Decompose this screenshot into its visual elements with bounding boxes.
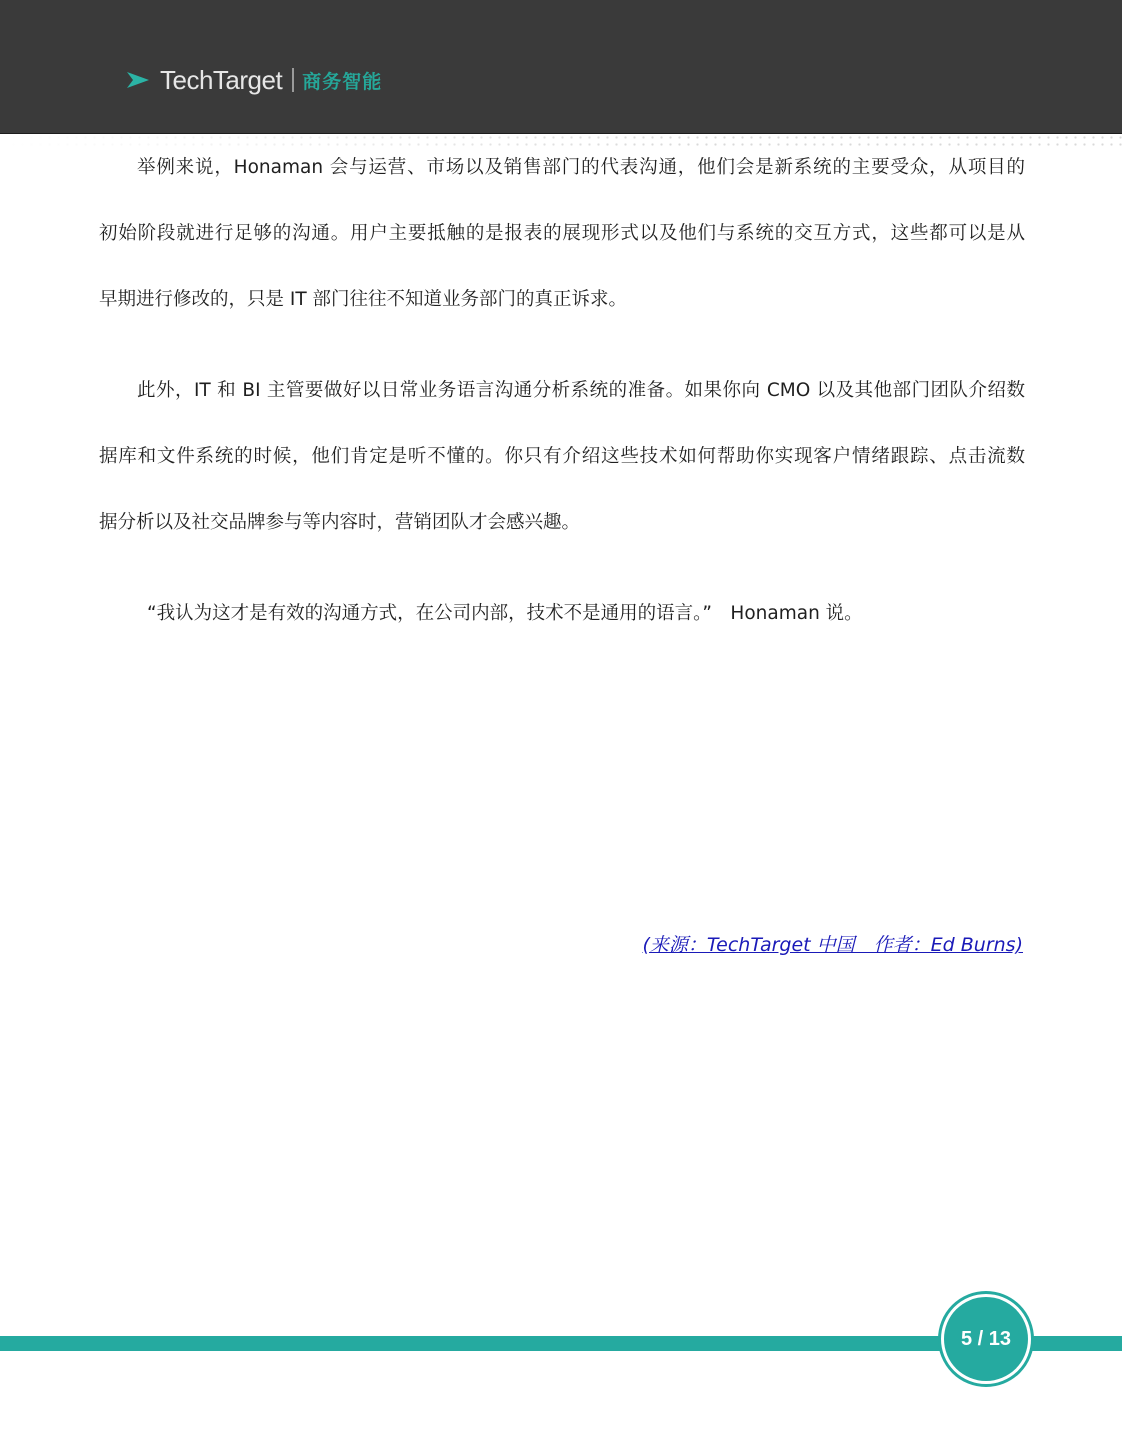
quote-line: “我认为这才是有效的沟通方式，在公司内部，技术不是通用的语言。” Honaman 说。: [147, 603, 863, 624]
paragraph-line: 据库和文件系统的时候，他们肯定是听不懂的。你只有介绍这些技术如何帮助你实现客户情绪跟踪、点击流数: [99, 446, 1025, 467]
logo-divider: [292, 68, 294, 92]
source-link[interactable]: (来源：TechTarget 中国 作者：Ed Burns): [642, 934, 1023, 956]
logo-text: TechTarget: [160, 64, 283, 95]
paragraph-1: [99, 135, 1025, 333]
page-number: 5 / 13: [960, 1327, 1012, 1350]
article-body: [99, 135, 1025, 647]
chevron-right-icon: [124, 69, 152, 91]
page-indicator: [944, 1297, 1028, 1381]
page-header: [0, 0, 1122, 134]
paragraph-line: 此外，IT 和 BI 主管要做好以日常业务语言沟通分析系统的准备。如果你向 CMO 以及其他部门团队介绍数: [137, 380, 1025, 401]
paragraph-line: 初始阶段就进行足够的沟通。用户主要抵触的是报表的展现形式以及他们与系统的交互方式，这些都可以是从: [99, 223, 1025, 244]
paragraph-2: [99, 358, 1025, 556]
logo-section-name: 商务智能: [302, 70, 383, 93]
paragraph-3-quote: [99, 581, 1025, 647]
techtarget-logo: [124, 60, 382, 100]
paragraph-line: 举例来说，Honaman 会与运营、市场以及销售部门的代表沟通，他们会是新系统的主要受众，从项目的: [137, 157, 1025, 178]
paragraph-line: 早期进行修改的，只是 IT 部门往往不知道业务部门的真正诉求。: [99, 289, 628, 310]
paragraph-line: 据分析以及社交品牌参与等内容时，营销团队才会感兴趣。: [99, 512, 581, 533]
